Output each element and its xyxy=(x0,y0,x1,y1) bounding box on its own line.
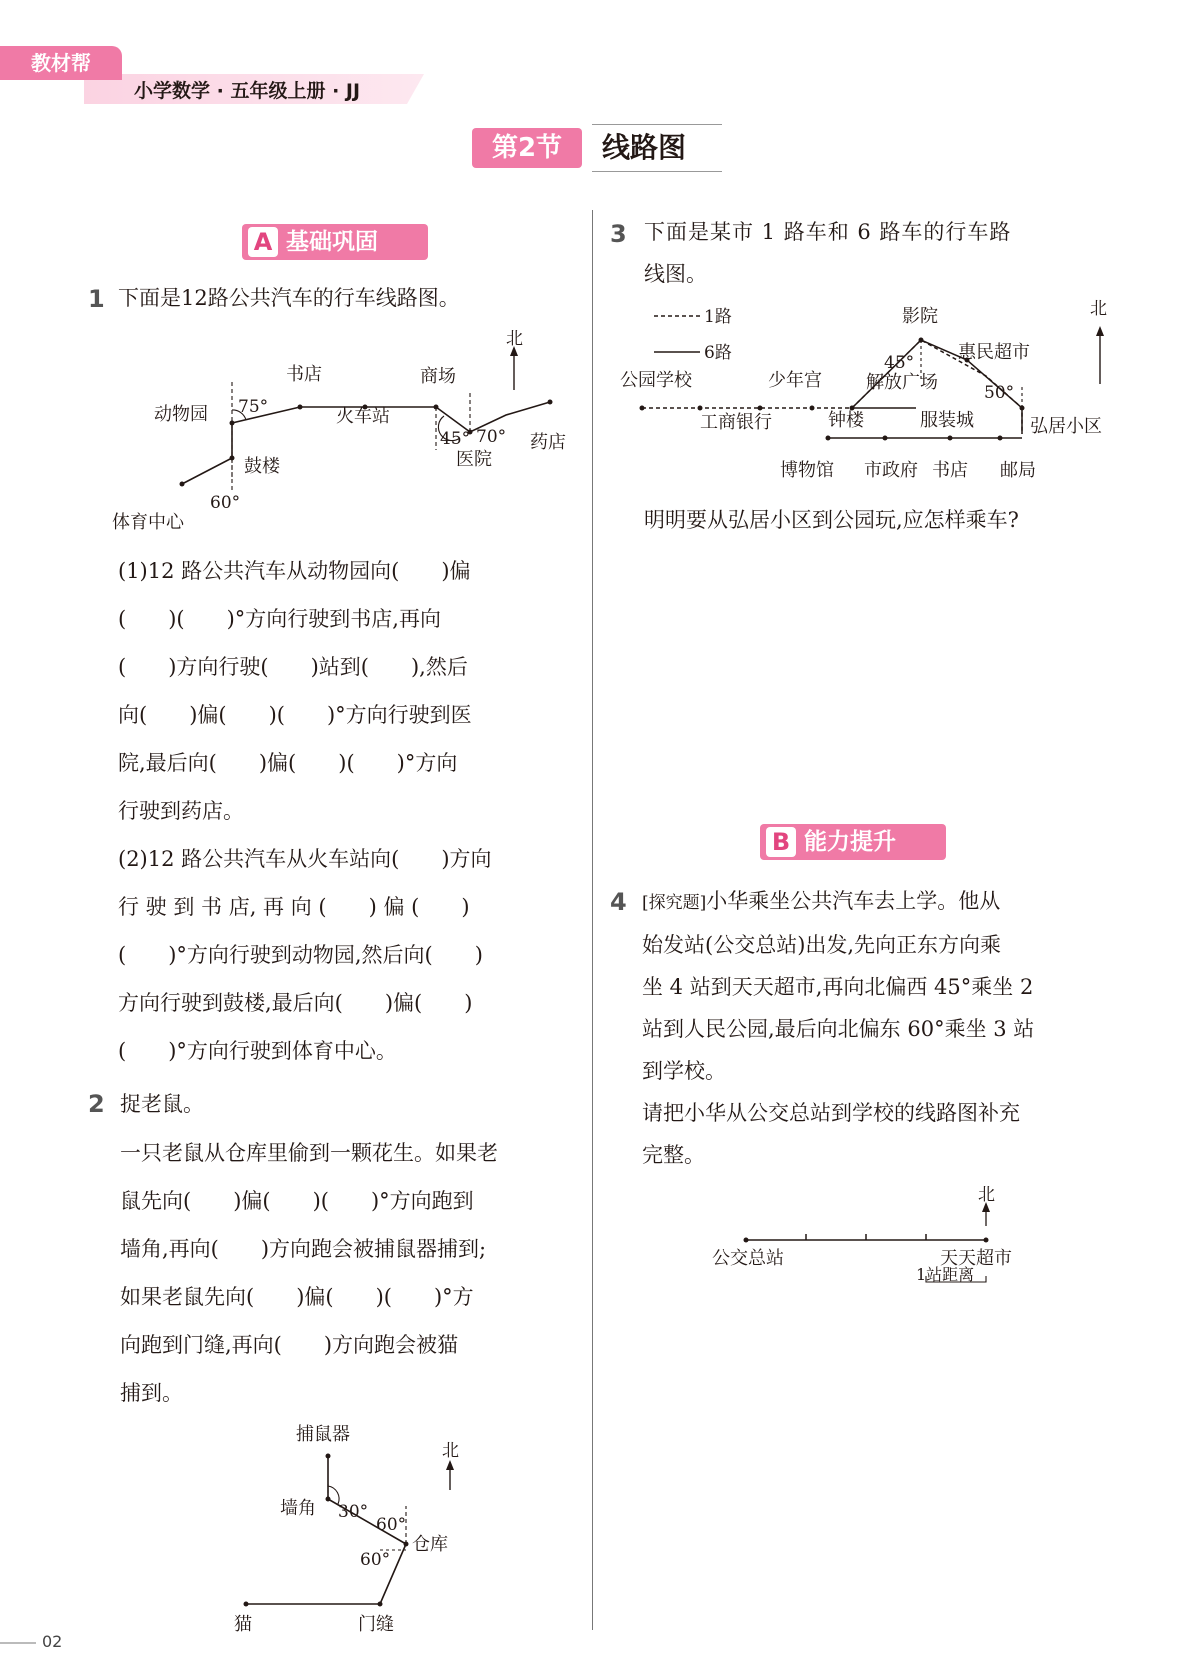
q1-line: 行驶到药店。 xyxy=(118,799,244,823)
q2-point-trap xyxy=(326,1454,331,1459)
q4-tag: [探究题] xyxy=(642,893,707,913)
q2-line: 墙角,再向( )方向跑会被捕鼠器捕到; xyxy=(120,1237,487,1261)
level-a-letter: A xyxy=(248,227,278,257)
q2-body xyxy=(120,1129,498,1417)
q3-label-clothes: 服装城 xyxy=(920,410,974,431)
q2-point-gap xyxy=(378,1602,383,1607)
q3-number: 3 xyxy=(610,220,627,248)
q1-line: 向( )偏( )( )°方向行驶到医 xyxy=(118,703,472,727)
q1-stop-pharmacy xyxy=(548,400,553,405)
page-number-text: 02 xyxy=(42,1632,63,1651)
q2-label-cat: 猫 xyxy=(234,1614,252,1635)
q2-label-warehouse: 仓库 xyxy=(412,1534,448,1555)
q2-figure xyxy=(220,1420,480,1640)
q4-point-terminal xyxy=(744,1238,749,1243)
q3-label-gov: 市政府 xyxy=(864,460,918,481)
q2-point-corner xyxy=(326,1497,331,1502)
q1-label-hospital: 医院 xyxy=(456,449,492,470)
q3-label-bank: 工商银行 xyxy=(700,412,772,433)
q2-point-warehouse xyxy=(404,1542,409,1547)
q1-stop-zoo xyxy=(230,421,235,426)
brand-tag: 教材帮 xyxy=(0,46,122,80)
q4-body xyxy=(642,880,1034,1176)
q3-label-bell: 钟楼 xyxy=(828,410,864,431)
level-a-label: 基础巩固 xyxy=(286,229,378,255)
section-title: 线路图 xyxy=(592,124,722,172)
q2-line: 鼠先向( )偏( )( )°方向跑到 xyxy=(120,1189,474,1213)
q2-north-arrow-icon xyxy=(446,1460,454,1470)
q1-route-figure xyxy=(110,330,590,540)
q4-label-super: 天天超市 xyxy=(940,1248,1012,1269)
q1-label-station: 火车站 xyxy=(336,406,390,427)
q2-number: 2 xyxy=(88,1090,105,1118)
q2-angle-30: 30° xyxy=(338,1502,369,1522)
book-title: 小学数学 · 五年级上册 · JJ xyxy=(134,80,361,102)
q2-angle-60a: 60° xyxy=(376,1515,407,1535)
page-number xyxy=(0,1632,62,1651)
q3-stop-bookstore xyxy=(948,436,953,441)
q1-stem: 下面是12路公共汽车的行车线路图。 xyxy=(118,286,460,310)
section-badge: 第2节 xyxy=(472,128,582,168)
q3-label-square: 解放广场 xyxy=(866,372,938,393)
q1-angle-70: 70° xyxy=(476,427,507,447)
q1-stop-sports xyxy=(180,482,185,487)
q3-question: 明明要从弘居小区到公园玩,应怎样乘车? xyxy=(644,508,1019,532)
level-b-heading xyxy=(760,824,946,860)
q2-angle-60b: 60° xyxy=(360,1550,391,1570)
q1-stop-drum xyxy=(230,456,235,461)
q2-point-cat xyxy=(244,1602,249,1607)
q3-label-museum: 博物馆 xyxy=(780,460,834,481)
q4-label-unit: 1站距离 xyxy=(916,1265,975,1284)
q2-line: 如果老鼠先向( )偏( )( )°方 xyxy=(120,1285,474,1309)
q1-line: ( )方向行驶( )站到( ),然后 xyxy=(118,655,468,679)
q3-stem-line2: 线图。 xyxy=(644,262,707,286)
q3-route-figure xyxy=(620,296,1120,496)
q2-label-gap: 门缝 xyxy=(358,1614,394,1635)
q1-line: (2)12 路公共汽车从火车站向( )方向 xyxy=(118,847,492,871)
q1-line: ( )( )°方向行驶到书店,再向 xyxy=(118,607,441,631)
q4-line: 坐 4 站到天天超市,再向北偏西 45°乘坐 2 xyxy=(642,975,1034,999)
q1-label-drum: 鼓楼 xyxy=(244,456,280,477)
q1-line: 院,最后向( )偏( )( )°方向 xyxy=(118,751,458,775)
q3-stop-gov xyxy=(883,436,888,441)
q3-stop-youth xyxy=(758,406,763,411)
q2-line: 捕到。 xyxy=(120,1381,183,1405)
q2-label-corner: 墙角 xyxy=(280,1498,316,1519)
q4-label-terminal: 公交总站 xyxy=(712,1248,784,1269)
q1-line: (1)12 路公共汽车从动物园向( )偏 xyxy=(118,559,471,583)
q3-north-label: 北 xyxy=(1090,299,1107,319)
q3-label-park-school: 公园学校 xyxy=(620,370,692,391)
q3-label-youth: 少年宫 xyxy=(768,370,822,391)
q1-line: ( )°方向行驶到动物园,然后向( ) xyxy=(118,943,483,967)
q3-label-bookstore: 书店 xyxy=(932,460,968,481)
q4-line: 请把小华从公交总站到学校的线路图补充 xyxy=(642,1101,1020,1125)
q3-stop-post xyxy=(998,436,1003,441)
q1-angle-45: 45° xyxy=(440,429,471,449)
q2-stem: 捉老鼠。 xyxy=(120,1092,204,1116)
q4-line: 始发站(公交总站)出发,先向正东方向乘 xyxy=(642,933,1002,957)
q1-line: ( )°方向行驶到体育中心。 xyxy=(118,1039,397,1063)
q1-line: 行 驶 到 书 店, 再 向 ( ) 偏 ( ) xyxy=(118,895,470,919)
q4-line: 站到人民公园,最后向北偏东 60°乘坐 3 站 xyxy=(642,1017,1035,1041)
q2-north-label: 北 xyxy=(442,1441,459,1461)
q3-legend-route1: 1路 xyxy=(704,307,732,327)
q2-label-trap: 捕鼠器 xyxy=(296,1424,350,1445)
q1-angle-60: 60° xyxy=(210,493,241,513)
q1-label-zoo: 动物园 xyxy=(154,404,208,425)
q3-stop-park-school xyxy=(640,406,645,411)
q1-label-bookstore: 书店 xyxy=(286,364,322,385)
q1-label-mall: 商场 xyxy=(420,366,456,387)
q3-north-arrow-icon xyxy=(1096,326,1104,336)
q3-label-market: 惠民超市 xyxy=(958,342,1030,363)
q1-label-sports: 体育中心 xyxy=(112,512,184,533)
q1-angle-75: 75° xyxy=(238,397,269,417)
q4-line: 完整。 xyxy=(642,1143,705,1167)
q1-number: 1 xyxy=(88,285,105,313)
q4-line: 小华乘坐公共汽车去上学。他从 xyxy=(706,889,1001,913)
page-number-rule xyxy=(0,1642,36,1644)
q2-line: 向跑到门缝,再向( )方向跑会被猫 xyxy=(120,1333,459,1357)
q1-north-label: 北 xyxy=(506,330,523,349)
q2-line: 一只老鼠从仓库里偷到一颗花生。如果老 xyxy=(120,1141,498,1165)
q3-label-hongju: 弘居小区 xyxy=(1030,416,1102,437)
q1-blanks xyxy=(118,547,492,1075)
q4-point-super xyxy=(984,1238,989,1243)
q3-stop-cinema xyxy=(919,338,924,343)
level-b-label: 能力提升 xyxy=(804,829,896,855)
q4-north-label: 北 xyxy=(978,1186,995,1205)
q3-stem-line1: 下面是某市 1 路车和 6 路车的行车路 xyxy=(644,220,1012,244)
q4-figure xyxy=(700,1186,1040,1296)
q1-line: 方向行驶到鼓楼,最后向( )偏( ) xyxy=(118,991,473,1015)
q3-label-cinema: 影院 xyxy=(902,306,938,327)
q3-stop xyxy=(810,406,815,411)
q3-angle-45: 45° xyxy=(884,353,915,373)
level-a-heading xyxy=(242,224,428,260)
q1-label-pharmacy: 药店 xyxy=(530,432,566,453)
q3-stop-hongju xyxy=(1020,406,1025,411)
q3-label-post: 邮局 xyxy=(1000,460,1036,481)
column-divider xyxy=(592,210,593,1630)
q3-stop-museum xyxy=(826,436,831,441)
q3-angle-50: 50° xyxy=(984,383,1015,403)
level-b-letter: B xyxy=(766,827,796,857)
q4-line-first xyxy=(642,880,1034,924)
q1-stop-mall xyxy=(434,405,439,410)
q4-number: 4 xyxy=(610,888,627,916)
q3-stop-bank xyxy=(698,406,703,411)
q1-stop-bookstore xyxy=(298,405,303,410)
q3-legend-route6: 6路 xyxy=(704,343,732,363)
q4-line: 到学校。 xyxy=(642,1059,726,1083)
